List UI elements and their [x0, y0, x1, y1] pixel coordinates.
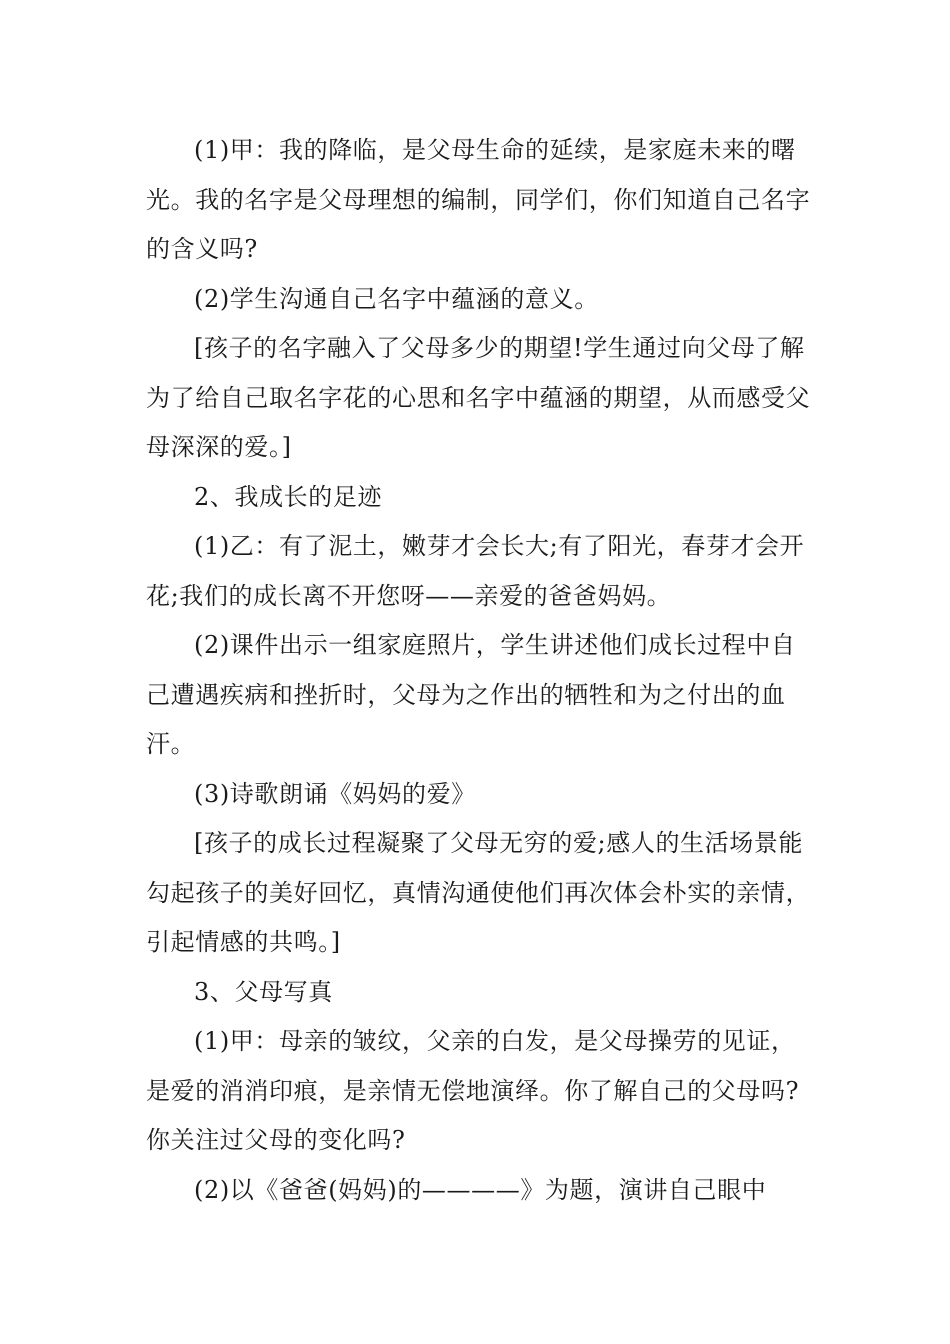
paragraph-speech-topic: (2)以《爸爸(妈妈)的————》为题，演讲自己眼中: [194, 1175, 767, 1204]
paragraph-name-note: [孩子的名字融入了父母多少的期望!学生通过向父母了解为了给自己取名字花的心思和名字中蕴涵的期望，从而感受父母深深的爱。]: [146, 334, 811, 461]
section-heading-portrait: 3、父母写真: [194, 977, 333, 1006]
section-heading-growth: 2、我成长的足迹: [194, 482, 383, 511]
paragraph-growth-intro: (1)乙：有了泥土，嫩芽才会长大;有了阳光，春芽才会开花;我们的成长离不开您呀——亲爱的爸爸妈妈。: [146, 532, 805, 610]
paragraph-growth-note: [孩子的成长过程凝聚了父母无穷的爱;感人的生活场景能勾起孩子的美好回忆，真情沟通使他们再次体会朴实的亲情，引起情感的共鸣。]: [146, 829, 811, 956]
paragraph-poem-recital: (3)诗歌朗诵《妈妈的爱》: [194, 779, 476, 808]
paragraph-name-meaning: (1)甲：我的降临，是父母生命的延续，是家庭未来的曙光。我的名字是父母理想的编制，同学们，你们知道自己名字的含义吗?: [146, 136, 811, 263]
paragraph-student-share: (2)学生沟通自己名字中蕴涵的意义。: [194, 284, 599, 313]
paragraph-family-photos: (2)课件出示一组家庭照片，学生讲述他们成长过程中自己遭遇疾病和挫折时，父母为之作出的牺牲和为之付出的血汗。: [146, 631, 796, 758]
document-page: [146, 126, 816, 1215]
paragraph-portrait-intro: (1)甲：母亲的皱纹，父亲的白发，是父母操劳的见证，是爱的消消印痕，是亲情无偿地演绎。你了解自己的父母吗?你关注过父母的变化吗?: [146, 1027, 800, 1154]
